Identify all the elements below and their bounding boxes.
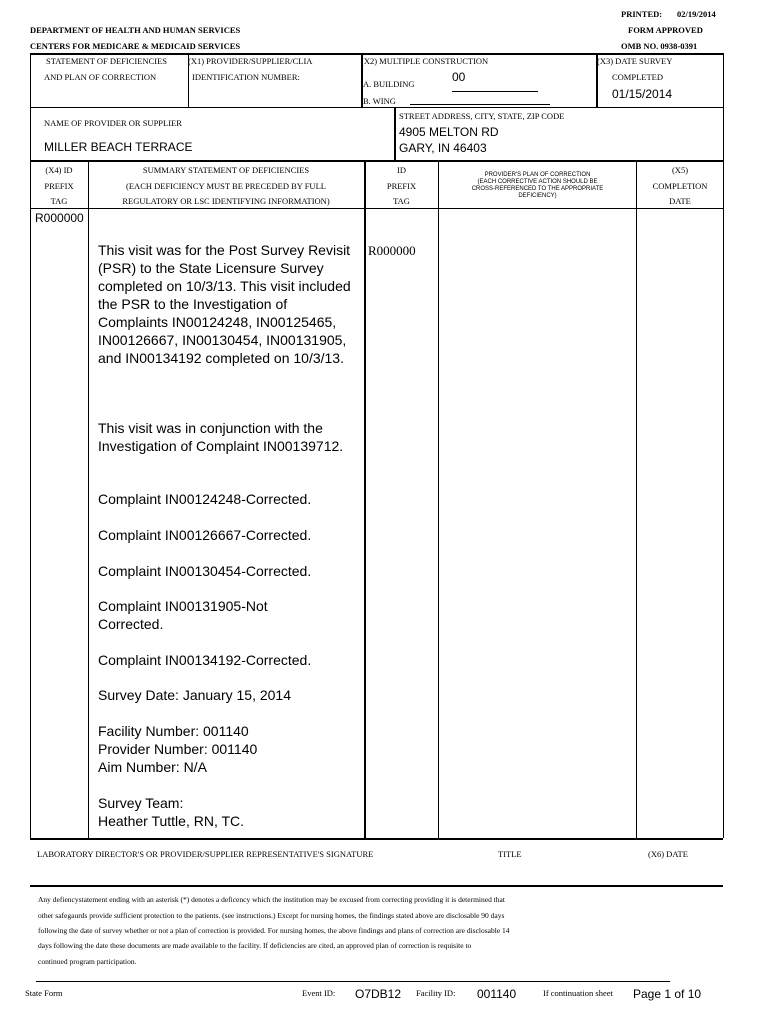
rule — [30, 160, 31, 838]
deficiency-paragraph-intro: This visit was for the Post Survey Revisit (PSR) to the State Licensure Survey completed on 10/3/13. This visit included the PSR to the Investigation of Complaints IN00124248, IN00125465, IN00126667, IN00130454, IN00131905, and IN00134192 completed on 10/3/13. — [98, 242, 351, 366]
disclaimer-line: other safegaurds provide sufficient protection to the patients. (see instructions.) Except for nursing homes, the findings stated above are disclosable 90 days — [38, 911, 505, 920]
address-line-2: GARY, IN 46403 — [399, 141, 487, 155]
x1-id-label: IDENTIFICATION NUMBER: — [192, 72, 300, 82]
disclaimer-line: continued program participation. — [38, 957, 137, 966]
facility-id-value: 001140 — [477, 987, 517, 1001]
survey-date: Survey Date: January 15, 2014 — [98, 687, 292, 703]
building-label: A. BUILDING — [363, 79, 415, 89]
complaint-line: Complaint IN00126667-Corrected. — [98, 527, 312, 543]
footer-rule — [36, 981, 670, 982]
id-tag-label: TAG — [393, 196, 410, 206]
rule — [723, 53, 724, 108]
facility-id-label: Facility ID: — [416, 988, 456, 998]
complaint-line: Complaint IN00134192-Corrected. — [98, 652, 312, 668]
rule — [30, 208, 723, 209]
x3-date-value: 01/15/2014 — [612, 87, 673, 101]
rule — [30, 838, 723, 840]
wing-line — [410, 104, 550, 105]
complaint-line: Complaint IN00124248-Corrected. — [98, 491, 312, 507]
continuation-label: If continuation sheet — [543, 988, 613, 998]
left-prefix-tag: R000000 — [35, 211, 84, 225]
summary-header-2: (EACH DEFICIENCY MUST BE PRECEDED BY FULL — [126, 181, 326, 191]
x6-date-label: (X6) DATE — [648, 849, 688, 859]
disclaimer-line: Any defiencystatement ending with an asterisk (*) denotes a deficency which the institution may be excused from correcting providing it is determined that — [38, 895, 505, 904]
rule — [636, 160, 637, 838]
form-approved: FORM APPROVED — [628, 25, 703, 35]
x4-tag-label: TAG — [50, 196, 68, 206]
plan-header-3: CROSS-REFERENCED TO THE APPROPRIATE — [471, 186, 604, 192]
disclaimer-line: following the date of survey whether or not a plan of correction is provided. For nursing homes, the above findings and plans of correction are disclosable 14 — [38, 926, 510, 935]
plan-header-4: DEFICIENCY) — [518, 193, 557, 199]
address-line-1: 4905 MELTON RD — [399, 125, 499, 139]
centers-title: CENTERS FOR MEDICARE & MEDICAID SERVICES — [30, 41, 241, 51]
x5-completion-label: COMPLETION — [652, 181, 708, 191]
x3-label: (X3) DATE SURVEY — [597, 56, 673, 66]
department-title: DEPARTMENT OF HEALTH AND HUMAN SERVICES — [30, 25, 241, 35]
building-line — [452, 91, 538, 92]
wing-label: B. WING — [363, 96, 396, 106]
rule — [30, 53, 31, 108]
x3-completed-label: COMPLETED — [612, 72, 663, 82]
complaint-line: Complaint IN00130454-Corrected. — [98, 563, 312, 579]
statement-label-2: AND PLAN OF CORRECTION — [44, 72, 157, 82]
x5-date-label: DATE — [669, 196, 691, 206]
event-id-value: O7DB12 — [355, 987, 402, 1001]
top-border — [30, 53, 723, 55]
facility-info: Facility Number: 001140 Provider Number: 001140 Aim Number: N/A — [98, 723, 258, 775]
summary-header-1: SUMMARY STATEMENT OF DEFICIENCIES — [142, 165, 310, 175]
x4-id-label: (X4) ID — [45, 165, 73, 175]
provider-name-label: NAME OF PROVIDER OR SUPPLIER — [44, 118, 182, 128]
omb-number: OMB NO. 0938-0391 — [621, 41, 698, 51]
provider-name: MILLER BEACH TERRACE — [44, 140, 193, 154]
x2-label: (X2) MULTIPLE CONSTRUCTION — [361, 56, 489, 66]
summary-header-3: REGULATORY OR LSC IDENTIFYING INFORMATION) — [122, 196, 330, 206]
address-label: STREET ADDRESS, CITY, STATE, ZIP CODE — [399, 111, 565, 121]
right-prefix-tag: R000000 — [368, 243, 416, 258]
survey-team: Survey Team: Heather Tuttle, RN, TC. — [98, 795, 245, 829]
deficiency-paragraph-conjunction: This visit was in conjunction with the Investigation of Complaint IN00139712. — [98, 420, 344, 454]
printed-label: PRINTED: — [621, 9, 663, 19]
x5-label: (X5) — [671, 165, 689, 175]
plan-header-1: PROVIDER'S PLAN OF CORRECTION — [484, 172, 591, 178]
disclaimer-line: days following the date these documents are made available to the facility. If deficiencies are cited, an approved plan of correction is requisite to — [38, 941, 472, 950]
signature-label: LABORATORY DIRECTOR'S OR PROVIDER/SUPPLIER REPRESENTATIVE'S SIGNATURE — [37, 849, 374, 859]
page-number: Page 1 of 10 — [633, 987, 702, 1001]
event-id-label: Event ID: — [302, 988, 336, 998]
rule — [88, 160, 89, 838]
state-form-label: State Form — [25, 988, 63, 998]
complaint-line: Complaint IN00131905-Not Corrected. — [98, 598, 268, 632]
rule — [438, 160, 439, 838]
x4-prefix-label: PREFIX — [44, 181, 74, 191]
rule — [364, 160, 366, 838]
rule — [723, 160, 724, 838]
rule — [30, 885, 723, 887]
rule — [723, 108, 724, 160]
rule — [30, 160, 723, 162]
plan-header-2: (EACH CORRECTIVE ACTION SHOULD BE — [477, 179, 598, 185]
rule — [30, 108, 31, 160]
statement-label-1: STATEMENT OF DEFICIENCIES — [46, 56, 168, 66]
rule — [30, 107, 723, 108]
id-label: ID — [397, 165, 406, 175]
printed-date: 02/19/2014 — [677, 9, 716, 19]
rule — [394, 108, 396, 160]
x1-label: (X1) PROVIDER/SUPPLIER/CLIA — [188, 56, 313, 66]
x2-value: 00 — [452, 70, 466, 84]
id-prefix-label: PREFIX — [386, 181, 417, 191]
title-label: TITLE — [498, 849, 522, 859]
